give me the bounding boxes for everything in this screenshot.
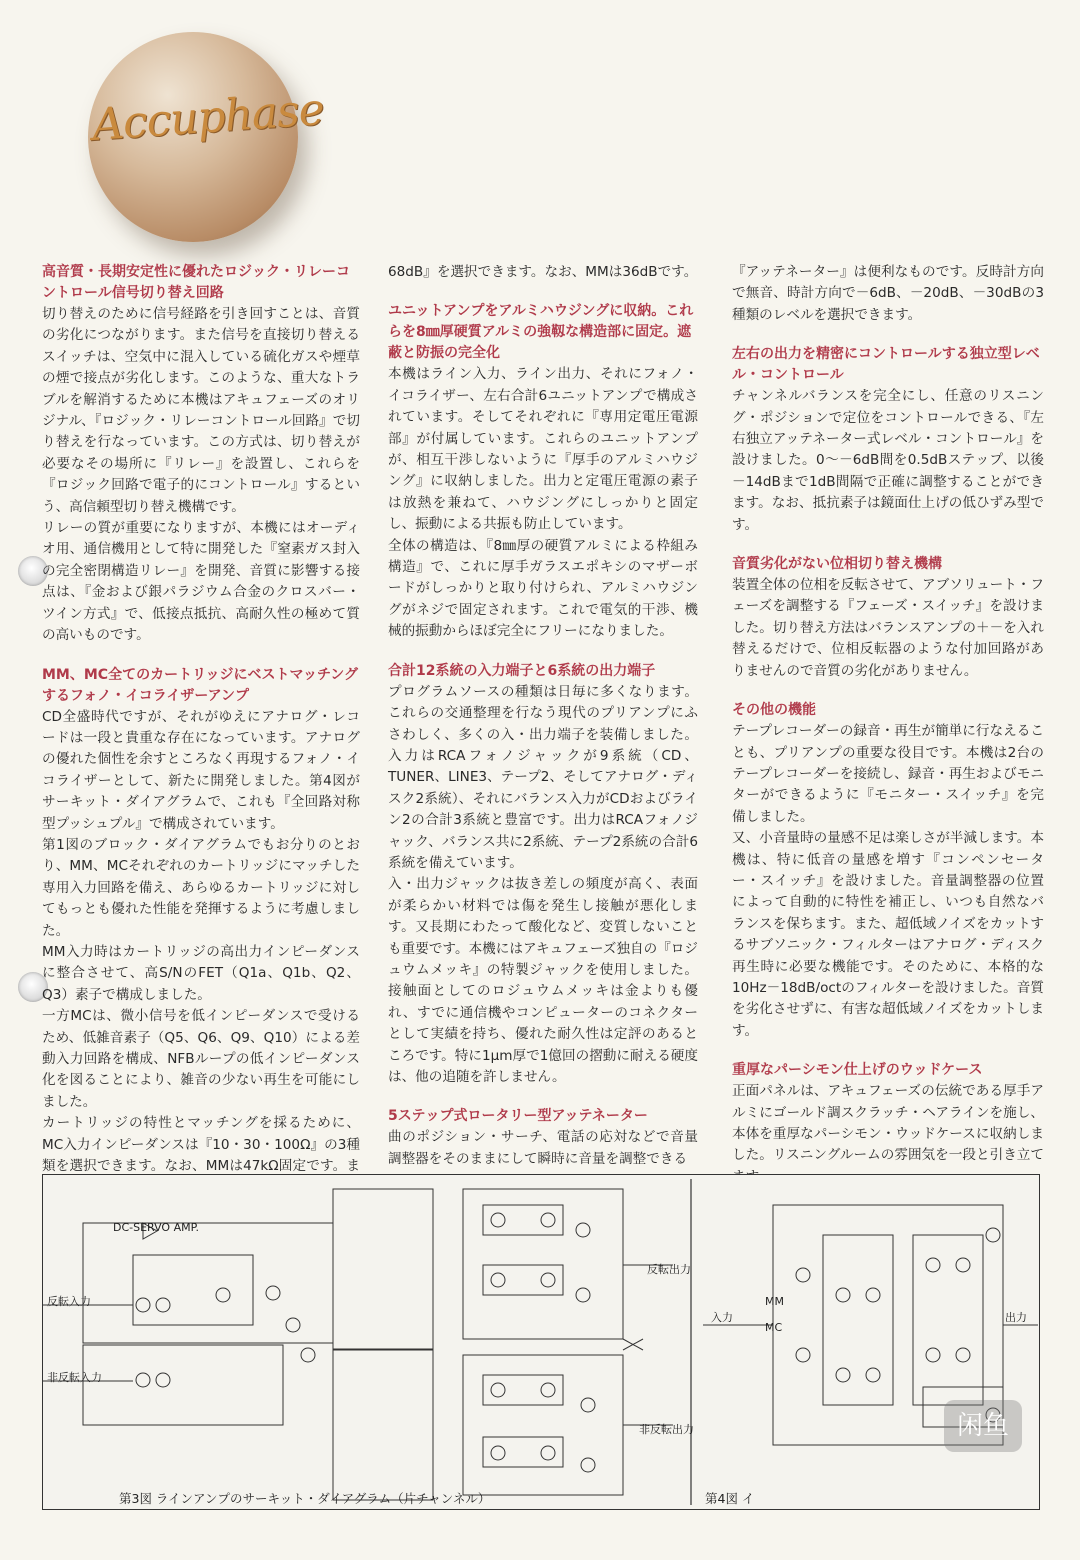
body-paragraph: カートリッジの特性とマッチングを採るために、MC入力インピーダンスは『10・30・100Ω』の3種類を選択できます。なお、MMは47kΩ固定です。ま bbox=[42, 1115, 360, 1175]
fig4-output-label: 出力 bbox=[1005, 1311, 1027, 1324]
text-column-1 bbox=[42, 262, 360, 1220]
figure-4-caption: 第4図 イ bbox=[705, 1491, 755, 1506]
body-paragraph: 正面パネルは、アキュフェーズの伝統である厚手アルミにゴールド調スクラッチ・ヘアラインを施し、本体を重厚なパーシモン・ウッドケースに収納しました。リスニングルームの雰囲気を一段と引き立て bbox=[732, 1083, 1044, 1164]
accuphase-logo-text: Accuphase bbox=[90, 83, 326, 152]
body-paragraph: リレーの質が重要になりますが、本機にはオーディオ用、通信機用として特に開発した『窒素ガス封入の完全密閉構造リレー』を開発、音質に影響する接点は、『金および銀パラジウム合金のクロスバー・ツイン方式』で、低接点抵抗、高耐久性の極めて質の高いものです。 bbox=[42, 520, 360, 644]
figure-3-caption: 第3図 ラインアンプのサーキット・ダイアグラム（片チャンネル） bbox=[119, 1491, 491, 1506]
inverting-output-label: 反転出力 bbox=[647, 1263, 691, 1276]
body-paragraph: 一方MCは、微小信号を低インピーダンスで受けるため、低雑音素子（Q5、Q6、Q9、Q10）による差動入力回路を構成、NFBループの低インピーダンス化を図ることにより、雑音の少ない再生を可能にしました。 bbox=[42, 1008, 360, 1110]
body-paragraph: チャンネルバランスを完全にし、任意のリスニング・ポジションで定位をコントロールできる、『左右独立アッテネーター式レベル・コントロール』を設けました。0～－6dB間を0.5dBステップ、以後－14dBまで1dB間隔で正確に調整することができます。なお、抵抗素子は鏡面仕上げの低ひずみ型です。 bbox=[732, 388, 1044, 533]
section-heading: MM、MC全てのカートリッジにベストマッチングするフォノ・イコライザーアンプ bbox=[42, 666, 358, 704]
body-paragraph: プログラムソースの種類は日毎に多くなります。これらの交通整理を行なう現代のプリアンプにふさわしく、多くの入・出力端子を装備しました。入力はRCAフォノジャックが9系統（CD、TUNER、LINE3、テープ2、そしてアナログ・ディスク2系統）、それにバランス入力がCDおよびライン2の合計3系統と豊富です。出力はRCAフォノジャック、バランス共に2系統、テープ2系統の合計6系統を備えています。 bbox=[388, 683, 698, 871]
body-paragraph: 『アッテネーター』は便利なものです。反時計方向で無音、時計方向で－6dB、－20dB、－30dBの3種類のレベルを選択できます。 bbox=[732, 264, 1044, 323]
section-heading: 音質劣化がない位相切り替え機構 bbox=[732, 556, 942, 573]
mc-label: MC bbox=[765, 1321, 783, 1334]
section-heading: 重厚なパーシモン仕上げのウッドケース bbox=[732, 1062, 983, 1079]
inverting-input-label: 反転入力 bbox=[47, 1295, 91, 1308]
section-heading: 高音質・長期安定性に優れたロジック・リレーコントロール信号切り替え回路 bbox=[42, 264, 350, 301]
watermark-logo-icon: 闲鱼 bbox=[944, 1400, 1022, 1452]
text-column-3 bbox=[732, 262, 1044, 1188]
body-paragraph: CD全盛時代ですが、それがゆえにアナログ・レコードは一段と貴重な存在になっています。アナログの優れた個性を余すところなく再現するフォノ・イコライザーとして、新たに開発しました。第4図がサーキット・ダイアグラムで、これも『全回路対称型プッシュプル』で構成されています。 bbox=[42, 708, 360, 832]
body-paragraph: 曲のポジション・サーチ、電話の応対などで音量調整器をそのままにして瞬時に音量を調整できる bbox=[388, 1129, 698, 1167]
body-paragraph: テープレコーダーの録音・再生が簡単に行なえることも、プリアンプの重要な役目です。本機は2台のテープレコーダーを接続し、録音・再生およびモニターができるように『モニター・スイッチ』を完備しました。 bbox=[732, 723, 1044, 825]
section-heading: 左右の出力を精密にコントロールする独立型レベル・コントロール bbox=[732, 346, 1040, 384]
section-heading: 5ステップ式ロータリー型アッテネーター bbox=[388, 1108, 648, 1125]
body-paragraph: MM入力時はカートリッジの高出力インピーダンスに整合させて、高S/NのFET（Q1a、Q1b、Q2、Q3）素子で構成しました。 bbox=[42, 943, 360, 1003]
body-paragraph: 第1図のブロック・ダイアグラムでもお分りのとおり、MM、MCそれぞれのカートリッジにマッチした専用入力回路を備え、あらゆるカートリッジに対してもっとも優れた性能を発揮するように考慮しました。 bbox=[42, 836, 360, 939]
section-heading: 合計12系統の入力端子と6系統の出力端子 bbox=[388, 662, 656, 679]
body-paragraph: 装置全体の位相を反転させて、アブソリュート・フェーズを調整する『フェーズ・スイッチ』を設けました。切り替え方法はバランスアンプの＋－を入れ替えるだけで、位相反転器のような付加回路がありませんので音質の劣化がありません。 bbox=[732, 577, 1044, 679]
fig4-input-label: 入力 bbox=[711, 1311, 733, 1324]
body-paragraph: 又、小音量時の量感不足は楽しさが半減します。本機は、特に低音の量感を増す『コンペンセーター・スイッチ』を設けました。音量調整器の位置によって自動的に特性を補正し、いつも自然なバランスを保ちます。また、超低域ノイズをカットするサブソニック・フィルターはアナログ・ディスク再生時に必要な機能です。そのために、本格的な10Hz－18dB/octのフィルターを設けました。音質を劣化させずに、有害な超低域ノイズをカットします。 bbox=[732, 830, 1044, 1039]
dc-servo-label: DC-SERVO AMP. bbox=[113, 1221, 200, 1234]
section-heading: ユニットアンプをアルミハウジングに収納。これらを8㎜厚硬質アルミの強靱な構造部に固定。遮蔽と防振の完全化 bbox=[388, 303, 694, 362]
text-column-2 bbox=[388, 262, 698, 1170]
body-paragraph: 本機はライン入力、ライン出力、それにフォノ・イコライザー、左右合計6ユニットアンプで構成されています。そしてそれぞれに『専用定電圧電源部』が付属しています。これらのユニットアンプが、相互干渉しないように『厚手のアルミハウジング』に収納しました。出力と定電圧電源の素子は放熱を兼ねて、ハウジングにしっかりと固定し、振動による共振も防止しています。 bbox=[388, 366, 698, 533]
non-inverting-output-label: 非反転出力 bbox=[639, 1423, 694, 1436]
body-paragraph: 切り替えのために信号経路を引き回すことは、音質の劣化につながります。また信号を直接切り替えるスイッチは、空気中に混入している硫化ガスや煙草の煙で接点が劣化します。このような、重大なトラブルを解消するために本機はアキュフェーズのオリジナル、『ロジック・リレーコントロール回路』で切り替えを行なっています。この方式は、切り替えが必要なその場所に『リレー』を設置し、これらを『ロジック回路で電子的にコントロール』するという、高信頼型切り替え機構です。 bbox=[42, 306, 360, 515]
section-heading: その他の機能 bbox=[732, 702, 816, 719]
body-paragraph: 入・出力ジャックは抜き差しの頻度が高く、表面が柔らかい材料では傷を発生し接触が悪化します。又長期にわたって酸化など、変質しないことも重要です。本機にはアキュフェーズ独自の『ロジュウムメッキ』の特製ジャックを使用しました。接触面としてのロジュウムメッキは金よりも優れ、すでに通信機やコンピューターのコネクターとして実績を持ち、優れた耐久性は定評のあるところです。特に1μm厚で1億回の摺動に耐える硬度は、他の追随を許しません。 bbox=[388, 876, 698, 1085]
mm-label: MM bbox=[765, 1295, 784, 1308]
non-inverting-input-label: 非反転入力 bbox=[47, 1371, 102, 1384]
body-paragraph: 68dB』を選択できます。なお、MMは36dBです。 bbox=[388, 264, 698, 280]
body-paragraph: 全体の構造は、『8㎜厚の硬質アルミによる枠組み構造』で、これに厚手ガラスエポキシのマザーボードがしっかりと取り付けられ、アルミハウジングがネジで固定されます。これで電気的干渉、機械的振動からほぼ完全にフリーになりました。 bbox=[388, 537, 698, 640]
circuit-diagram-figure bbox=[42, 1174, 1040, 1510]
